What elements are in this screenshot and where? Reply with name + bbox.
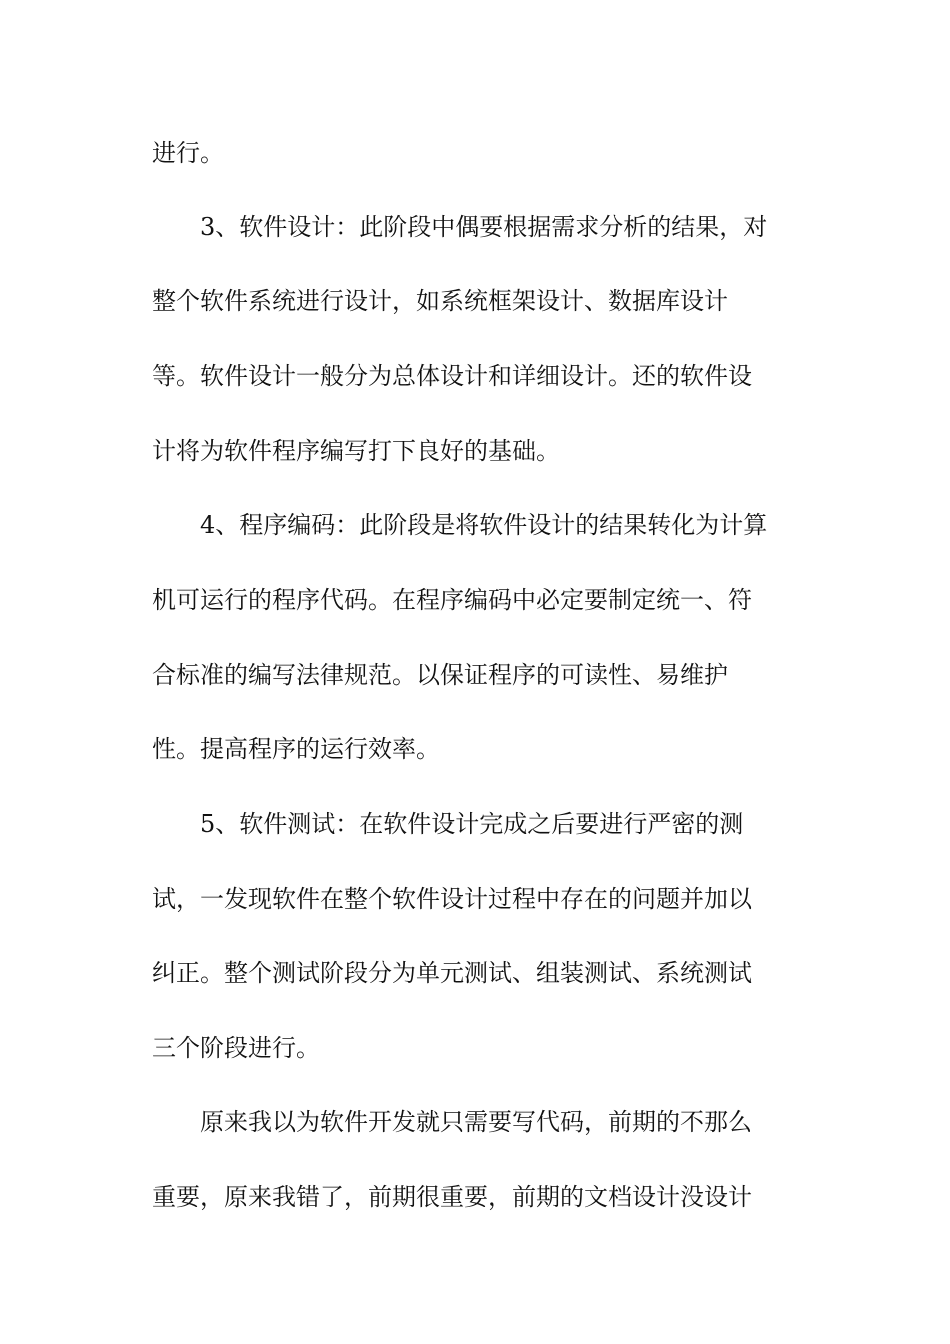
text-line: 三个阶段进行。 [152,1034,320,1062]
paragraph-software-testing-line: 5、软件测试：在软件设计完成之后要进行严密的测 [200,810,744,838]
text-line: 计将为软件程序编写打下良好的基础。 [152,437,560,465]
text-line: 纠正。整个测试阶段分为单元测试、组装测试、系统测试 [152,959,752,987]
text-line: 进行。 [152,139,224,167]
text-line: 合标准的编写法律规范。以保证程序的可读性、易维护 [152,661,728,689]
text-line: 重要，原来我错了，前期很重要，前期的文档设计没设计 [152,1183,752,1211]
text-line: 整个软件系统进行设计，如系统框架设计、数据库设计 [152,287,728,315]
text-line: 等。软件设计一般分为总体设计和详细设计。还的软件设 [152,362,752,390]
text-line: 试，一发现软件在整个软件设计过程中存在的问题并加以 [152,885,752,913]
paragraph-reflection-line: 原来我以为软件开发就只需要写代码，前期的不那么 [200,1108,752,1136]
paragraph-program-coding-line: 4、程序编码：此阶段是将软件设计的结果转化为计算 [200,511,768,539]
text-line: 性。提高程序的运行效率。 [152,735,440,763]
paragraph-software-design-line: 3、软件设计：此阶段中偶要根据需求分析的结果，对 [200,213,768,241]
text-line: 机可运行的程序代码。在程序编码中必定要制定统一、符 [152,586,752,614]
